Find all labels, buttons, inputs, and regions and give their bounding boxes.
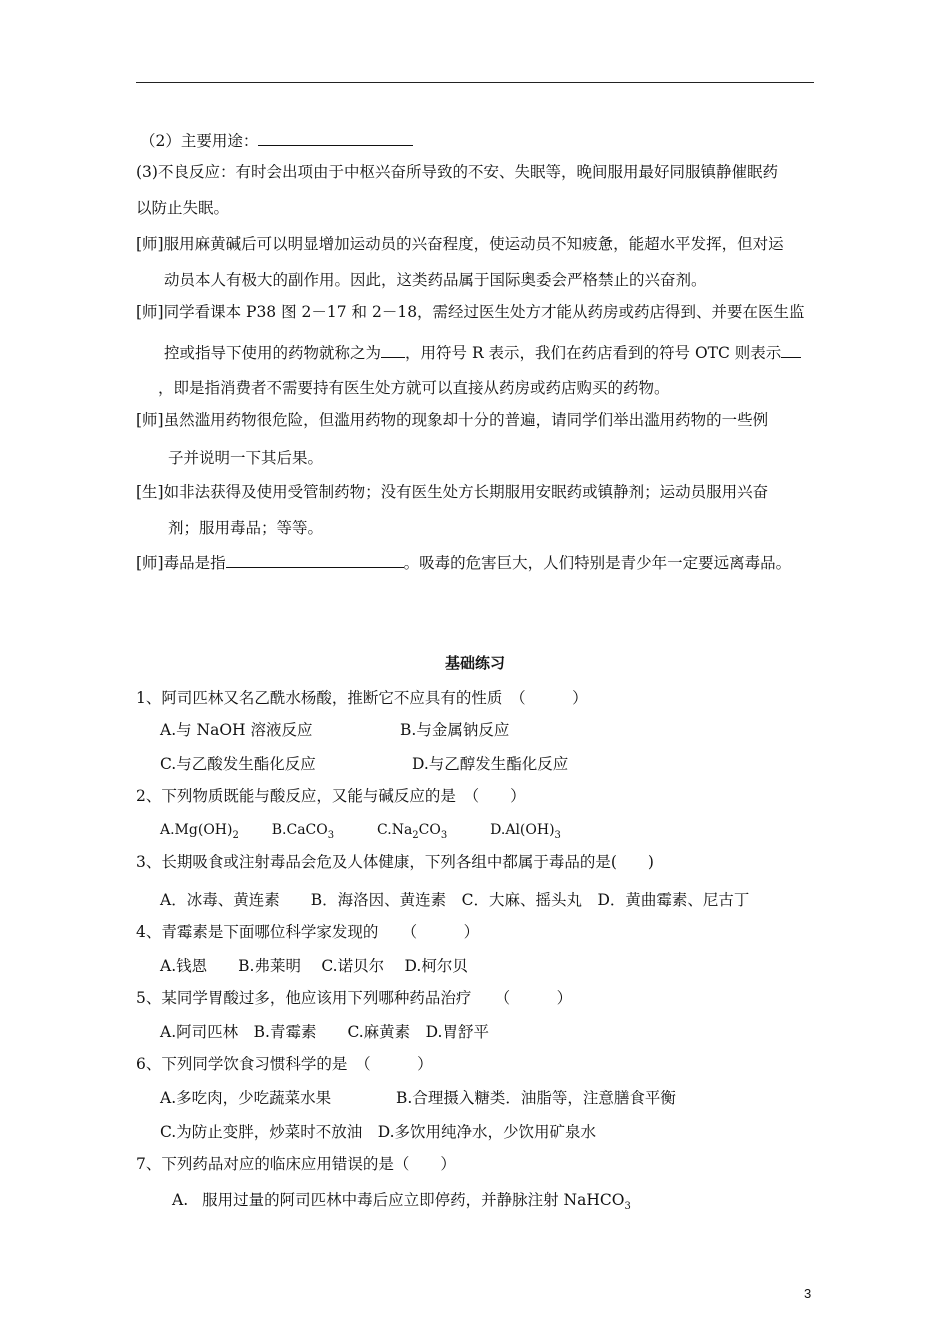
question-1: 1、阿司匹林又名乙酰水杨酸，推断它不应具有的性质 （ ） bbox=[136, 689, 588, 707]
page-number: 3 bbox=[804, 1286, 812, 1301]
paragraph-line: [师]同学看课本 P38 图 2－17 和 2－18，需经过医生处方才能从药房或药店得到、并要在医生监 bbox=[136, 303, 805, 321]
paragraph-line: 子并说明一下其后果。 bbox=[168, 449, 324, 467]
q3-options: A．冰毒、黄连素 B．海洛因、黄连素 C．大麻、摇头丸 D．黄曲霉素、尼古丁 bbox=[160, 891, 750, 909]
q1-option-b: B.与金属钠反应 bbox=[400, 721, 510, 739]
question-7: 7、下列药品对应的临床应用错误的是（ ） bbox=[136, 1155, 456, 1173]
header-rule bbox=[136, 82, 814, 83]
q6-options-cd: C.为防止变胖，炒菜时不放油 D.多饮用纯净水，少饮用矿泉水 bbox=[160, 1123, 597, 1141]
answer-blank bbox=[381, 342, 405, 358]
question-3: 3、长期吸食或注射毒品会危及人体健康，下列各组中都属于毒品的是( ) bbox=[136, 853, 654, 871]
q2-option-a: A.Mg(OH) bbox=[160, 822, 233, 838]
question-2: 2、下列物质既能与酸反应，又能与碱反应的是 （ ） bbox=[136, 787, 526, 805]
paragraph-line: 动员本人有极大的副作用。因此，这类药品属于国际奥委会严格禁止的兴奋剂。 bbox=[164, 271, 707, 289]
main-use-label: （2）主要用途： bbox=[140, 132, 259, 150]
paragraph-line: [生]如非法获得及使用受管制药物；没有医生处方长期服用安眠药或镇静剂；运动员服用兴奋 bbox=[136, 483, 769, 501]
paragraph-line bbox=[164, 342, 801, 363]
question-4: 4、青霉素是下面哪位科学家发现的 （ ） bbox=[136, 923, 480, 941]
q5-options: A.阿司匹林 B.青霉素 C.麻黄素 D.胃舒平 bbox=[160, 1023, 489, 1041]
paragraph-line: ，即是指消费者不需要持有医生处方就可以直接从药房或药店购买的药物。 bbox=[158, 379, 670, 397]
answer-blank bbox=[258, 130, 413, 146]
section-heading: 基础练习 bbox=[444, 654, 505, 672]
paragraph-line: 剂；服用毒品；等等。 bbox=[168, 519, 324, 537]
q1-option-d: D.与乙醇发生酯化反应 bbox=[412, 755, 569, 773]
q6-option-b: B.合理摄入糖类．油脂等，注意膳食平衡 bbox=[396, 1089, 676, 1107]
main-use-line bbox=[140, 130, 413, 151]
text-segment: [师]毒品是指 bbox=[136, 554, 226, 572]
option-text: 服用过量的阿司匹林中毒后应立即停药，并静脉注射 NaHCO bbox=[202, 1191, 625, 1209]
q1-option-c: C.与乙酸发生酯化反应 bbox=[160, 755, 316, 773]
paragraph-line: 以防止失眠。 bbox=[136, 199, 230, 217]
answer-blank bbox=[781, 342, 801, 358]
paragraph-line: [师]服用麻黄碱后可以明显增加运动员的兴奋程度，使运动员不知疲惫，能超水平发挥，但对运 bbox=[136, 235, 784, 253]
q1-option-a: A.与 NaOH 溶液反应 bbox=[160, 721, 313, 739]
text-segment: 。吸毒的危害巨大，人们特别是青少年一定要远离毒品。 bbox=[403, 554, 792, 572]
text-segment: 控或指导下使用的药物就称之为 bbox=[164, 344, 382, 362]
question-6: 6、下列同学饮食习惯科学的是 （ ） bbox=[136, 1055, 433, 1073]
q2-option-c: C.Na bbox=[377, 822, 413, 838]
q2-options: $A.Mg(OH)_2$ B.CaCO$_3$ $C.Na_2CO_3$ $D.Al(OH)_3$ bbox=[160, 822, 561, 841]
paragraph-line: [师]虽然滥用药物很危险，但滥用药物的现象却十分的普遍，请同学们举出滥用药物的一些例 bbox=[136, 411, 769, 429]
question-5: 5、某同学胃酸过多，他应该用下列哪种药品治疗 （ ） bbox=[136, 989, 573, 1007]
q2-option-b: B.CaCO bbox=[271, 822, 328, 838]
option-label: A. bbox=[172, 1191, 189, 1209]
paragraph-line: (3)不良反应：有时会出项由于中枢兴奋所导致的不安、失眠等，晚间服用最好同服镇静催眠药 bbox=[136, 163, 778, 181]
text-segment: ，用符号 R 表示，我们在药店看到的符号 OTC 则表示 bbox=[405, 344, 782, 362]
q7-option-a: A. 服用过量的阿司匹林中毒后应立即停药，并静脉注射 NaHCO$_3$ bbox=[172, 1191, 631, 1213]
q4-options: A.钱恩 B.弗莱明 C.诺贝尔 D.柯尔贝 bbox=[160, 957, 468, 975]
q6-option-a: A.多吃肉，少吃蔬菜水果 bbox=[160, 1089, 332, 1107]
answer-blank bbox=[226, 552, 404, 568]
q2-option-d: D.Al(OH) bbox=[490, 822, 555, 838]
paragraph-line bbox=[136, 552, 791, 573]
